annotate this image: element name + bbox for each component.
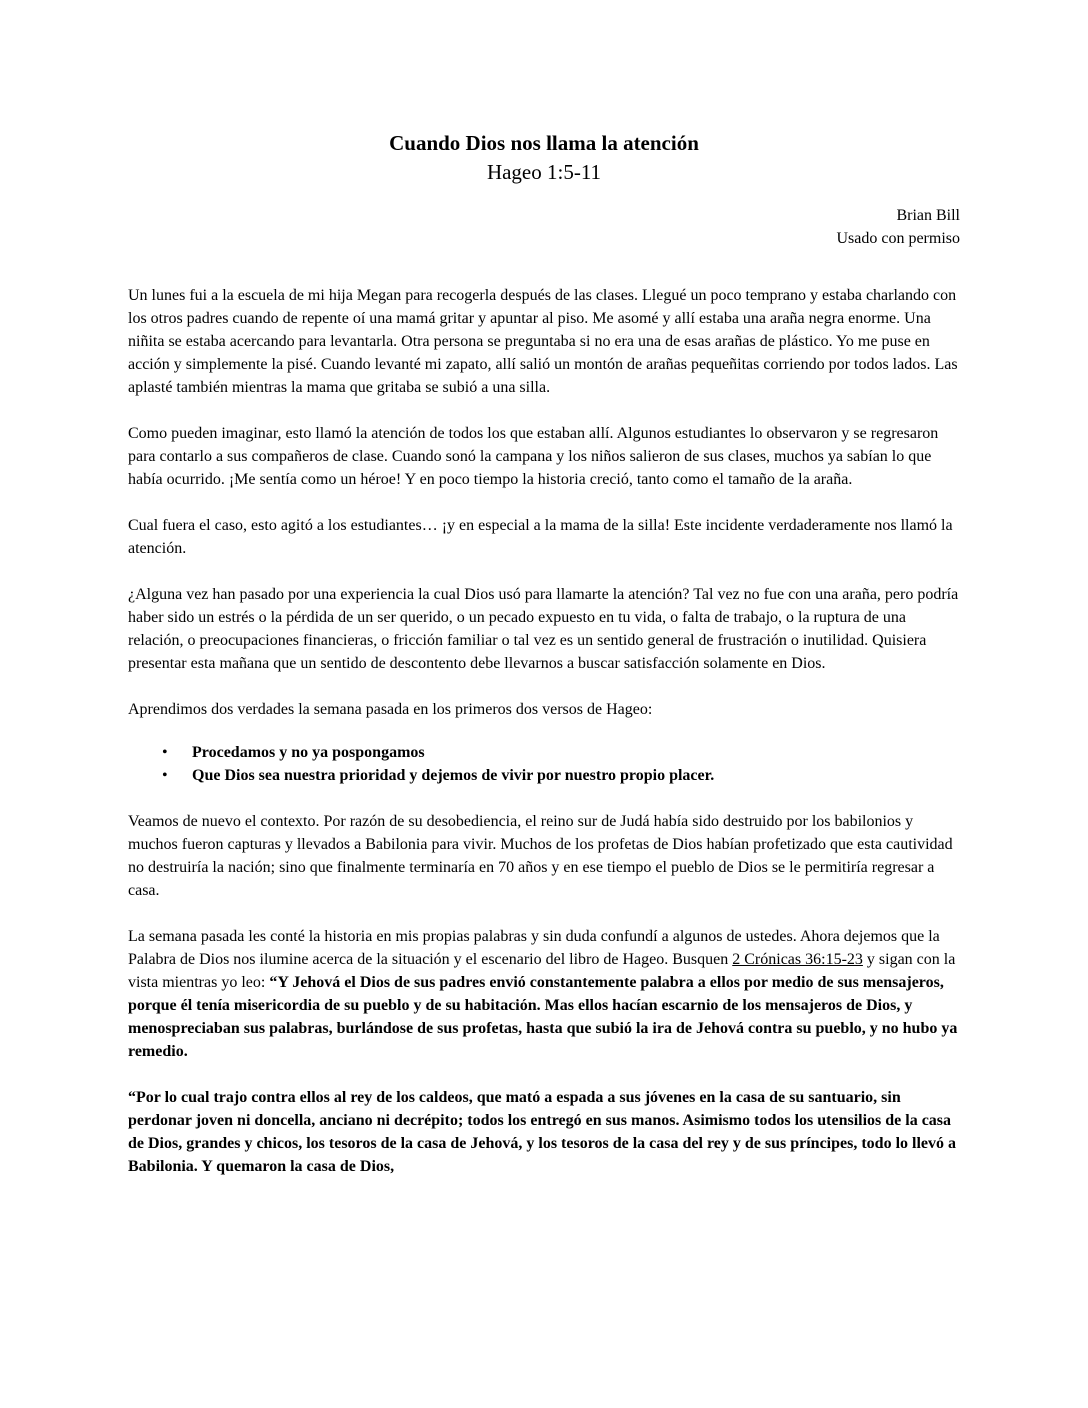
- scripture-reference-link[interactable]: 2 Crónicas 36:15-23: [732, 951, 863, 968]
- document-page: [128, 128, 960, 1178]
- paragraph-context: Veamos de nuevo el contexto. Por razón de su desobediencia, el reino sur de Judá había sido destruido por los babilonios y muchos fueron capturas y llevados a Babilonia para vivir. Muchos de los profetas de Dios habían profetizado que esta cautividad no destruiría la nación; sino que finalmente terminaría en 70 años y en ese tiempo el pueblo de Dios se le permitiría regresar a casa.: [128, 813, 953, 899]
- paragraph-scripture-continued: “Por lo cual trajo contra ellos al rey de los caldeos, que mató a espada a sus jóvenes en la casa de su santuario, sin perdonar joven ni doncella, anciano ni decrépito; todos los entregó en sus manos. Asimismo todos los utensilios de la casa de Dios, grandes y chicos, los tesoros de la casa de Jehová, y los tesoros de la casa del rey y de sus príncipes, todo lo llevó a Babilonia. Y quemaron la casa de Dios,: [128, 1089, 956, 1175]
- truths-list: [128, 741, 960, 787]
- list-item: [162, 764, 960, 787]
- paragraph-incident: Cual fuera el caso, esto agitó a los estudiantes… ¡y en especial a la mama de la silla! Este incidente verdaderamente nos llamó la atención.: [128, 517, 953, 557]
- paragraph-spider-story: Un lunes fui a la escuela de mi hija Megan para recogerla después de las clases. Llegué un poco temprano y estaba charlando con los otros padres cuando de repente oí una mamá gritar y apuntar al piso. Me asomé y allí estaba una araña negra enorme. Una niñita se estaba acercando para levantarla. Otra persona se preguntaba si no era una de esas arañas de plástico. Yo me puse en acción y simplemente la pisé. Cuando levanté mi zapato, allí salió un montón de arañas pequeñitas corriendo por todos lados. Las aplasté también mientras la mama que gritaba se subió a una silla.: [128, 287, 958, 396]
- scripture-intro-continuation: y sigan con la vista mientras yo leo:: [128, 951, 956, 991]
- permission-note: Usado con permiso: [836, 230, 960, 247]
- paragraph-experience-question: ¿Alguna vez han pasado por una experiencia la cual Dios usó para llamarte la atención? Tal vez no fue con una araña, pero podría haber sido un estrés o la pérdida de un ser querido, o un pecado expuesto en tu vida, o falta de trabajo, o la ruptura de una relación, o preocupaciones financieras, o fricción familiar o tal vez es un sentido general de frustración o inutilidad. Quisiera presentar esta mañana que un sentido de descontento debe llevarnos a buscar satisfacción solamente en Dios.: [128, 586, 959, 672]
- author-name: Brian Bill: [896, 207, 960, 224]
- paragraph-two-truths: Aprendimos dos verdades la semana pasada en los primeros dos versos de Hageo:: [128, 701, 653, 718]
- document-title: Cuando Dios nos llama la atención: [389, 131, 699, 155]
- list-item-text: Procedamos y no ya pospongamos: [192, 744, 425, 761]
- bullet-icon: •: [162, 744, 168, 761]
- paragraph-attention: Como pueden imaginar, esto llamó la atención de todos los que estaban allí. Algunos estudiantes lo observaron y se regresaron para contarlo a sus compañeros de clase. Cuando sonó la campana y los niños salieron de sus clases, muchos ya sabían lo que había ocurrido. ¡Me sentía como un héroe! Y en poco tiempo la historia creció, tanto como el tamaño de la araña.: [128, 425, 939, 488]
- author-block: [128, 204, 960, 250]
- paragraph-scripture-intro: [128, 925, 960, 1063]
- list-item-text: Que Dios sea nuestra prioridad y dejemos de vivir por nuestro propio placer.: [192, 767, 715, 784]
- scripture-intro-text: La semana pasada les conté la historia en mis propias palabras y sin duda confundí a algunos de ustedes. Ahora dejemos que la Palabra de Dios nos ilumine acerca de la situación y el escenario del libro de Hageo. Busquen: [128, 928, 940, 968]
- list-item: [162, 741, 960, 764]
- scripture-quote-bold: “Y Jehová el Dios de sus padres envió constantemente palabra a ellos por medio de sus mensajeros, porque él tenía misericordia de su pueblo y de su habitación. Mas ellos hacían escarnio de los mensajeros de Dios, y menospreciaban sus palabras, burlándose de sus profetas, hasta que subió la ira de Jehová contra su pueblo, y no hubo ya remedio.: [128, 974, 958, 1060]
- bullet-icon: •: [162, 767, 168, 784]
- document-subtitle: Hageo 1:5-11: [486, 160, 602, 184]
